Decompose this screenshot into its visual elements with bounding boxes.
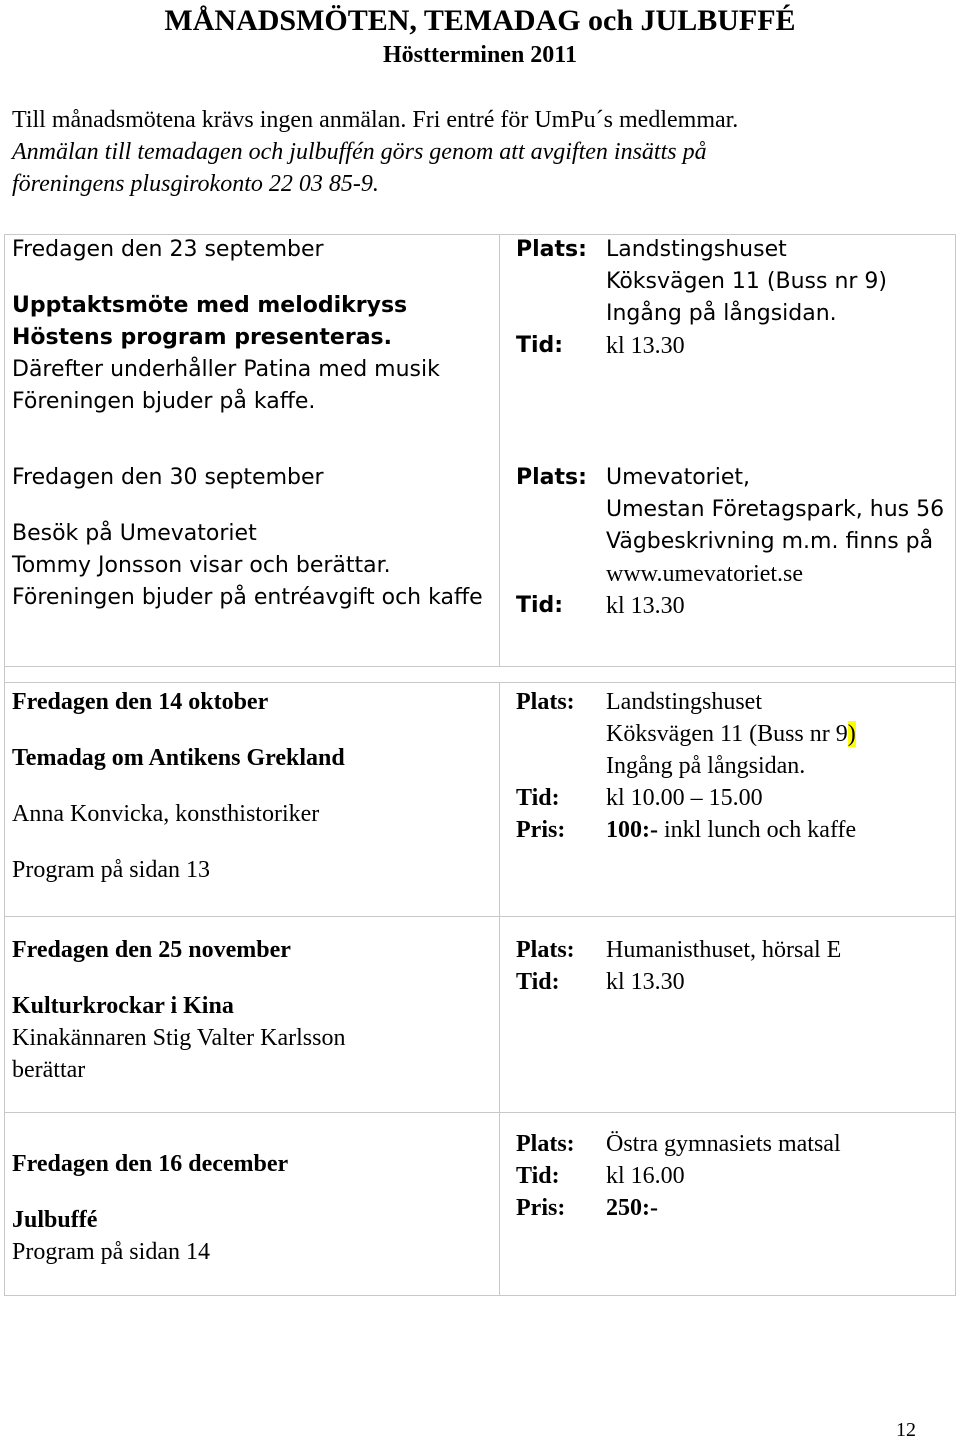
pris-label: Pris: bbox=[516, 1195, 566, 1221]
tid-value: kl 16.00 bbox=[606, 1163, 685, 1189]
intro-line-2: Anmälan till temadagen och julbuffén görs genom att avgiften insätts på bbox=[12, 139, 707, 165]
plats-value: Ingång på långsidan. bbox=[606, 753, 806, 779]
intro-text bbox=[12, 104, 942, 200]
plats-value: Köksvägen 11 (Buss nr 9) bbox=[606, 269, 888, 294]
plats-value: Umestan Företagspark, hus 56 bbox=[606, 497, 945, 522]
event-title: Upptaktsmöte med melodikryss bbox=[12, 293, 408, 318]
event-info bbox=[12, 934, 345, 1086]
tid-value: kl 10.00 – 15.00 bbox=[606, 785, 763, 811]
event-title: Kulturkrockar i Kina bbox=[12, 993, 234, 1019]
plats-label: Plats: bbox=[516, 1131, 575, 1157]
event-description: Program på sidan 13 bbox=[12, 857, 210, 883]
event-description: Tommy Jonsson visar och berättar. bbox=[12, 553, 391, 578]
event-title: Besök på Umevatoriet bbox=[12, 521, 257, 546]
event-date: Fredagen den 23 september bbox=[12, 237, 324, 262]
plats-label: Plats: bbox=[516, 937, 575, 963]
event-info bbox=[12, 462, 483, 614]
intro-line-3: föreningens plusgirokonto 22 03 85-9. bbox=[12, 171, 379, 197]
event-description: Föreningen bjuder på entréavgift och kaffe bbox=[12, 585, 483, 610]
intro-line-1: Till månadsmötena krävs ingen anmälan. Fri entré för UmPu´s medlemmar. bbox=[12, 107, 739, 133]
plats-value: Östra gymnasiets matsal bbox=[606, 1131, 841, 1157]
page-number: 12 bbox=[896, 1419, 916, 1441]
plats-value: Humanisthuset, hörsal E bbox=[606, 937, 842, 963]
pris-label: Pris: bbox=[516, 817, 566, 843]
tid-value: kl 13.30 bbox=[606, 969, 685, 995]
tid-value: kl 13.30 bbox=[606, 593, 685, 619]
page-title: MÅNADSMÖTEN, TEMADAG och JULBUFFÉ bbox=[164, 4, 796, 37]
plats-value: Landstingshuset bbox=[606, 689, 762, 715]
tid-label: Tid: bbox=[516, 1163, 560, 1189]
plats-value: Landstingshuset bbox=[606, 237, 787, 262]
event-description: Program på sidan 14 bbox=[12, 1239, 210, 1265]
table-divider-vertical bbox=[499, 682, 500, 1296]
event-date: Fredagen den 30 september bbox=[12, 465, 324, 490]
pris-value: 250:- bbox=[606, 1195, 658, 1221]
plats-value: Köksvägen 11 (Buss nr 9) bbox=[606, 721, 856, 747]
event-date: Fredagen den 14 oktober bbox=[12, 689, 269, 715]
plats-value: Vägbeskrivning m.m. finns på bbox=[606, 529, 934, 554]
plats-value: Ingång på långsidan. bbox=[606, 301, 837, 326]
tid-value: kl 13.30 bbox=[606, 333, 685, 359]
event-description: berättar bbox=[12, 1057, 86, 1083]
event-date: Fredagen den 16 december bbox=[12, 1151, 289, 1177]
event-description: Kinakännaren Stig Valter Karlsson bbox=[12, 1025, 346, 1051]
event-info bbox=[12, 1148, 288, 1268]
plats-label: Plats: bbox=[516, 465, 587, 490]
tid-label: Tid: bbox=[516, 785, 560, 811]
event-date: Fredagen den 25 november bbox=[12, 937, 291, 963]
plats-value: www.umevatoriet.se bbox=[606, 561, 804, 587]
table-divider-horizontal bbox=[4, 1112, 956, 1113]
event-info bbox=[12, 234, 440, 418]
event-description: Föreningen bjuder på kaffe. bbox=[12, 389, 316, 414]
plats-label: Plats: bbox=[516, 689, 575, 715]
page-subtitle: Höstterminen 2011 bbox=[383, 42, 577, 68]
table-divider-horizontal bbox=[4, 682, 956, 683]
event-info bbox=[12, 686, 345, 886]
event-title: Julbuffé bbox=[12, 1207, 98, 1233]
plats-value: Umevatoriet, bbox=[606, 465, 750, 490]
table-divider-horizontal bbox=[4, 916, 956, 917]
plats-label: Plats: bbox=[516, 237, 587, 262]
table-divider-horizontal bbox=[4, 666, 956, 667]
highlight-mark: ) bbox=[847, 721, 856, 747]
event-title: Höstens program presenteras. bbox=[12, 325, 392, 350]
tid-label: Tid: bbox=[516, 333, 564, 358]
tid-label: Tid: bbox=[516, 969, 560, 995]
event-title: Temadag om Antikens Grekland bbox=[12, 745, 345, 771]
event-description: Anna Konvicka, konsthistoriker bbox=[12, 801, 320, 827]
tid-label: Tid: bbox=[516, 593, 564, 618]
table-divider-vertical bbox=[499, 234, 500, 666]
pris-value: 100:- inkl lunch och kaffe bbox=[606, 817, 857, 843]
event-description: Därefter underhåller Patina med musik bbox=[12, 357, 440, 382]
